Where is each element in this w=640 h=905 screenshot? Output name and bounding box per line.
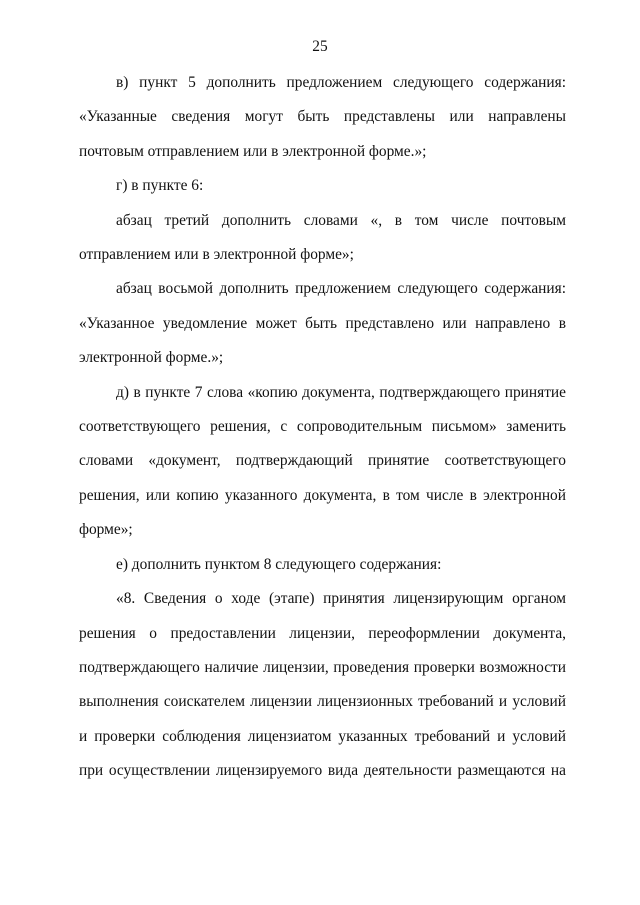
paragraph-v-item5: в) пункт 5 дополнить предложением следующего содержания: <box>116 74 566 91</box>
document-body <box>79 66 566 789</box>
paragraph-g-eighth-abzac: абзац восьмой дополнить предложением следующего содержания: «Указанное уведомление может быть представлено или направлено в электронной форме.»; <box>79 280 566 367</box>
paragraph-item8-text: «8. Сведения о ходе (этапе) принятия лицензирующим органом решения о предоставлении лицензии, переоформлении документа, подтверждающего наличие лицензии, проведения проверки возможности выполнения соискателем лицензии лицензионных требований и условий и проверки соблюдения лицензиатом указанных требований и условий при осуществлении лицензируемого вида деятельности размещаются на <box>79 590 566 780</box>
paragraph-g-third-abzac: абзац третий дополнить словами «, в том числе почтовым отправлением или в электронной форме»; <box>79 211 566 264</box>
paragraph-e-item8: е) дополнить пунктом 8 следующего содержания: <box>116 555 442 573</box>
paragraph-d-item7: д) в пункте 7 слова «копию документа, подтверждающего принятие соответствующего решения, с сопроводительным письмом» заменить словами «документ, подтверждающий принятие соответствующего решения, или копию указанного документа, в том числе в электронной форме»; <box>79 383 566 539</box>
paragraph-v-quote: «Указанные сведения могут быть представлены или направлены почтовым отправлением или в электронной форме.»; <box>79 108 566 160</box>
paragraph-g-item6: г) в пункте 6: <box>116 177 204 195</box>
page-number: 25 <box>312 38 328 55</box>
